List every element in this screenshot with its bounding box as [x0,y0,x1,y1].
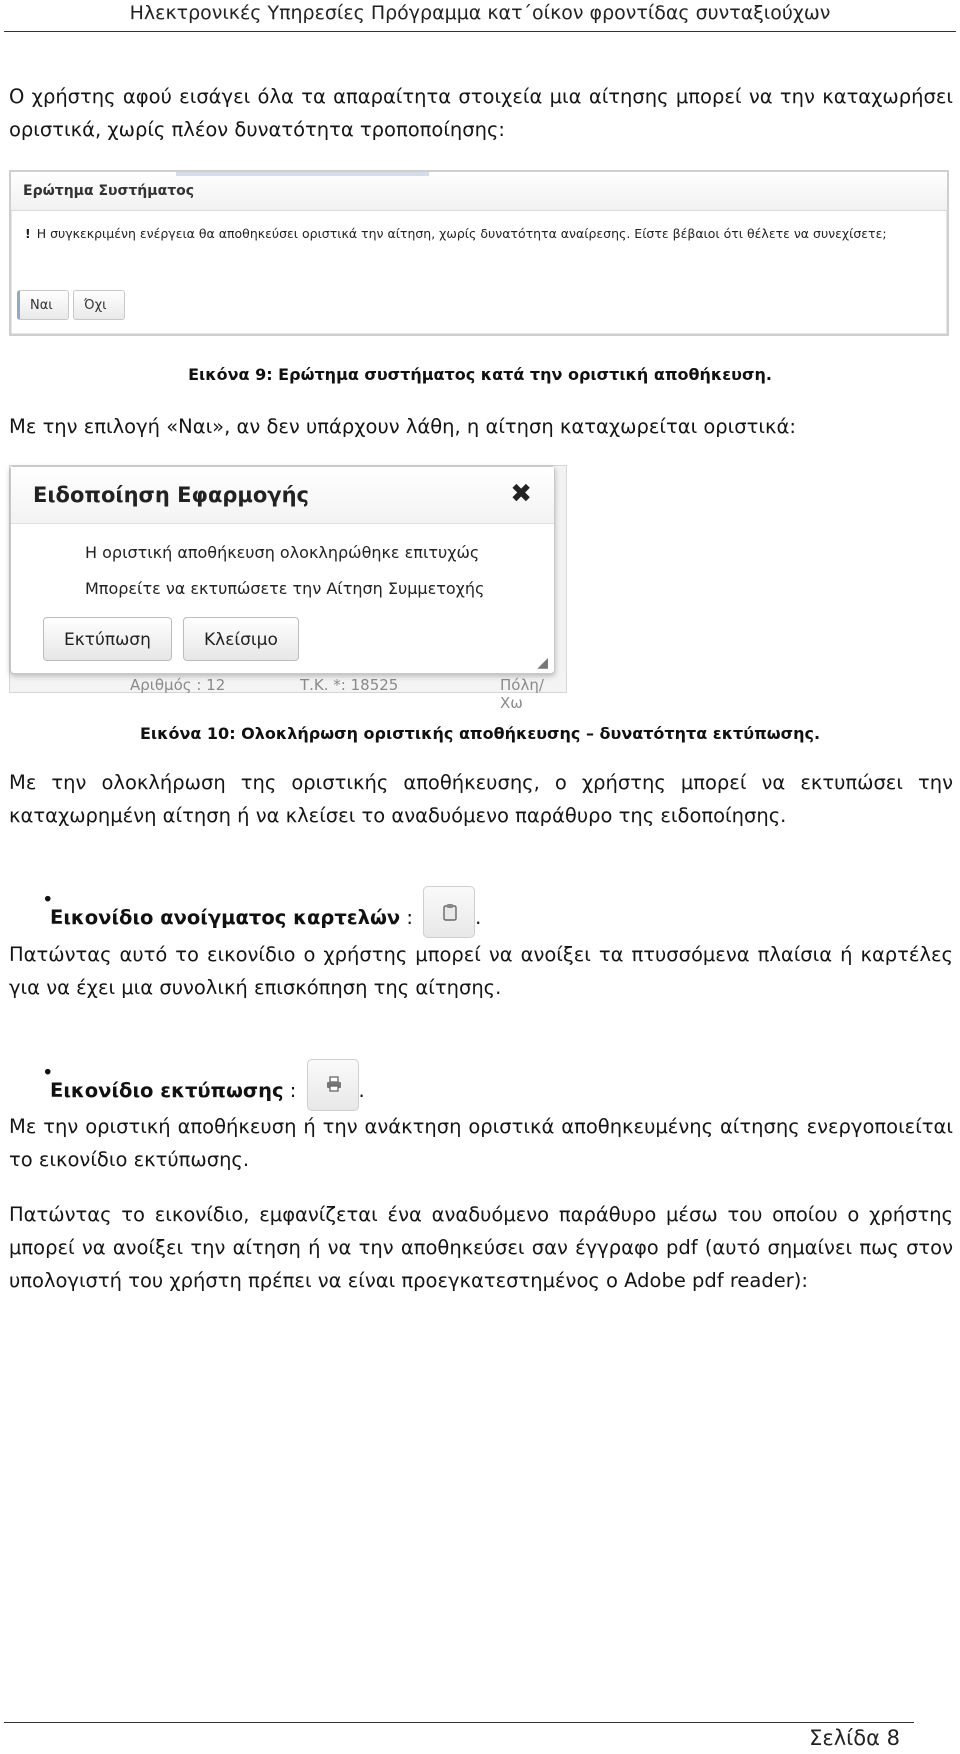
warning-icon: ! [25,226,31,241]
page-number: Σελίδα 8 [809,1726,900,1750]
page-header: Ηλεκτρονικές Υπηρεσίες Πρόγραμμα κατ΄οίκον φροντίδας συνταξιούχων [129,2,831,24]
print-button[interactable]: Εκτύπωση [43,617,172,661]
background-tab-strip [279,172,429,176]
print-hint-message: Μπορείτε να εκτυπώσετε την Αίτηση Συμμετοχής [85,579,485,598]
close-icon[interactable]: ✖ [510,479,532,509]
paragraph-open-tabs: Πατώντας αυτό το εικονίδιο ο χρήστης μπορεί να ανοίξει τα πτυσσόμενα πλαίσια ή καρτέλες για να έχει μια συνολική επισκόπηση της αίτησης. [9,943,953,999]
bullet-glyph: • [42,888,54,911]
no-button[interactable]: Όχι [73,290,125,320]
background-field-number: Αριθμός : 12 [130,676,226,694]
success-message: Η οριστική αποθήκευση ολοκληρώθηκε επιτυχώς [85,543,480,562]
clipboard-icon[interactable] [423,886,475,938]
paragraph-after-save: Με την ολοκλήρωση της οριστικής αποθήκευσης, ο χρήστης μπορεί να εκτυπώσει την καταχωρημένη αίτηση ή να κλείσει το αναδυόμενο παράθυρο της ειδοποίησης. [9,771,953,827]
bullet-glyph: • [42,1061,54,1084]
header-rule [4,31,956,32]
footer-rule [4,1722,914,1723]
paragraph-print-activation: Με την οριστική αποθήκευση ή την ανάκτηση οριστικά αποθηκευμένης αίτησης ενεργοποιείται το εικονίδιο εκτύπωσης. [9,1115,953,1171]
bullet-label: Εικονίδιο ανοίγματος καρτελών [50,906,401,929]
bullet-open-tabs [42,886,482,938]
notification-screenshot [9,465,567,712]
dialog-message-text: Η συγκεκριμένη ενέργεια θα αποθηκεύσει οριστικά την αίτηση, χωρίς δυνατότητα αναίρεσης. Είστε βέβαιοι ότι θέλετε να συνεχίσετε; [36,226,887,241]
printer-icon[interactable] [307,1059,359,1111]
application-notification-dialog [10,466,555,674]
bullet-end: . [358,1079,365,1102]
paragraph-intro: Ο χρήστης αφού εισάγει όλα τα απαραίτητα στοιχεία μια αίτησης μπορεί να την καταχωρήσει οριστικά, χωρίς πλέον δυνατότητα τροποποίησης: [9,85,953,141]
bullet-end: . [475,906,482,929]
system-question-dialog [9,170,949,336]
close-button[interactable]: Κλείσιμο [183,617,299,661]
paragraph-print-popup: Πατώντας το εικονίδιο, εμφανίζεται ένα αναδυόμενο παράθυρο μέσω του οποίου ο χρήστης μπορεί να ανοίξει την αίτηση ή να την αποθηκεύσει σαν έγγραφο pdf (αυτό σημαίνει πως στον υπολογιστή του χρήστη πρέπει να είναι προεγκατεστημένος ο Adobe pdf reader): [9,1203,953,1292]
bullet-label: Εικονίδιο εκτύπωσης [50,1079,284,1102]
paragraph-yes-choice: Με την επιλογή «Ναι», αν δεν υπάρχουν λάθη, η αίτηση καταχωρείται οριστικά: [9,415,796,438]
dialog-title: Ερώτημα Συστήματος [11,172,947,211]
bullet-separator: : [400,906,420,929]
background-field-city: Πόλη/Χω [500,676,544,712]
bullet-separator: : [283,1079,303,1102]
dialog-title: Ειδοποίηση Εφαρμογής [11,467,554,524]
dialog-message [25,224,887,244]
figure-9-caption: Εικόνα 9: Ερώτημα συστήματος κατά την οριστική αποθήκευση. [188,365,772,384]
yes-button[interactable]: Ναι [17,290,69,320]
background-field-postcode: Τ.Κ. *: 18525 [300,676,399,694]
background-tab-strip [176,172,286,176]
resize-grip-icon[interactable]: ◢ [537,655,548,671]
bullet-print [42,1059,365,1111]
figure-10-caption: Εικόνα 10: Ολοκλήρωση οριστικής αποθήκευσης – δυνατότητα εκτύπωσης. [139,724,821,743]
